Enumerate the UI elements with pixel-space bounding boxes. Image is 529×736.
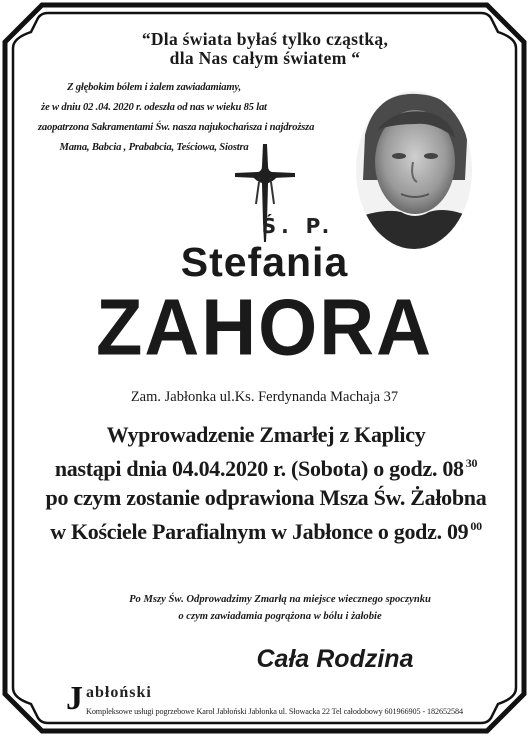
motto-line-1: “Dla świata byłaś tylko cząstką, <box>141 29 389 49</box>
family-signature: Cała Rodzina <box>256 645 414 673</box>
deceased-last-name: ZAHORA <box>95 282 434 373</box>
company-logo-initial: J <box>66 680 83 717</box>
funeral-line-1 <box>28 420 504 449</box>
time-2-minutes: 00 <box>470 519 482 533</box>
notice-line: Z głębokim bólem i żalem zawiadamiamy, <box>67 82 241 93</box>
motto-line-2: dla Nas całym światem “ <box>169 48 361 68</box>
company-footer-details: Kompleksowe usługi pogrzebowe Karol Jabłoński Jabłonka ul. Słowacka 22 Tel całodobowy 601966905 - 182652584 <box>86 707 463 716</box>
deceased-first-name: Stefania <box>180 239 349 285</box>
funeral-line-3-text: po czym zostanie odprawiona Msza Św. Żałobna <box>45 485 487 510</box>
funeral-details <box>28 420 504 546</box>
funeral-line-2-text: nastąpi dnia 04.04.2020 r. (Sobota) o godz. 08 <box>54 456 464 481</box>
funeral-line-1-text: Wyprowadzenie Zmarłej z Kaplicy <box>106 422 426 447</box>
burial-escort-notice <box>60 591 500 625</box>
deceased-address: Zam. Jabłonka ul.Ks. Ferdynanda Machaja 37 <box>130 389 399 405</box>
escort-line-1: Po Mszy Św. Odprowadzimy Zmarłą na miejsce wiecznego spoczynku <box>129 594 431 605</box>
funeral-line-3 <box>28 483 504 512</box>
memorial-motto <box>60 30 470 68</box>
escort-line-2: o czym zawiadamia pogrążona w bólu i żałobie <box>178 611 382 622</box>
notice-line: że w dniu 02 .04. 2020 r. odeszła od nas w wieku 85 lat <box>41 102 267 113</box>
funeral-line-4-text: w Kościele Parafialnym w Jabłonce o godz. 09 <box>50 519 469 544</box>
time-1-minutes: 30 <box>465 456 478 470</box>
company-logo-name: abłoński <box>86 684 152 701</box>
notice-line: Mama, Babcia , Prababcia, Teściowa, Siostra <box>59 142 249 153</box>
portrait-photo <box>355 90 473 250</box>
funeral-line-4 <box>28 512 504 546</box>
funeral-line-2 <box>28 449 504 483</box>
notice-line: zaopatrzona Sakramentami Św. nasza najukochańsza i najdroższa <box>38 122 315 133</box>
sp-abbreviation: Ś. P. <box>261 214 335 238</box>
